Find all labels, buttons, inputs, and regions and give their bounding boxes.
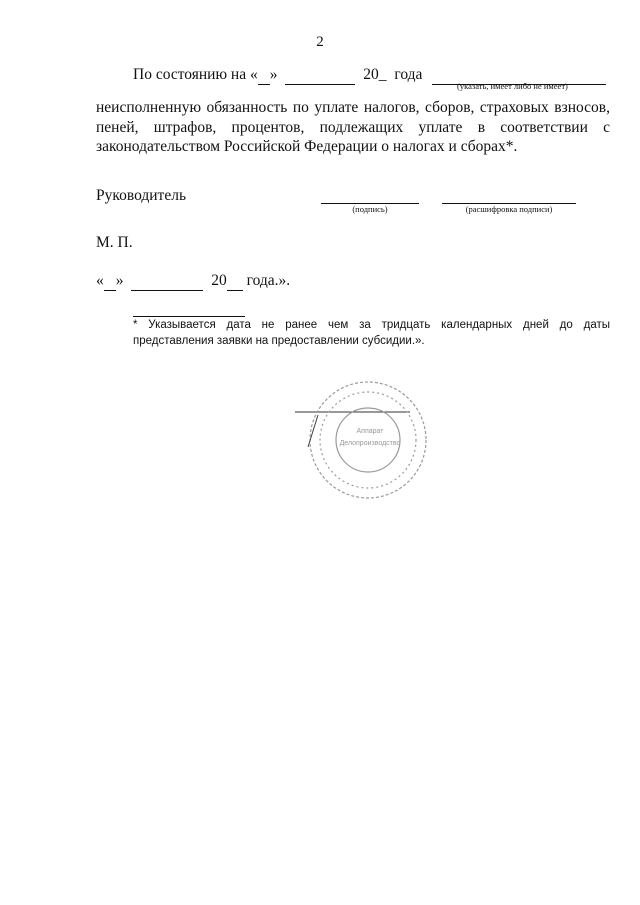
status-instruction: (указать, имеет либо не имеет) — [457, 81, 568, 91]
quote-close: » — [269, 66, 278, 83]
page-number: 2 — [316, 34, 324, 50]
year-word: года — [394, 66, 423, 83]
date-day-blank — [104, 272, 116, 291]
footnote: * Указывается дата не ранее чем за тридцать календарных дней до даты представления заявки на предоставлении субсидии.». — [133, 319, 610, 347]
official-seal — [290, 375, 440, 505]
date-year-blank — [227, 272, 243, 291]
seal-text-line1: Аппарат — [356, 428, 384, 435]
day-blank — [258, 66, 270, 85]
date-suffix: года.». — [242, 272, 291, 289]
date-year-prefix: 20 — [211, 272, 227, 289]
date-open: « — [96, 272, 104, 289]
signature-caption: (подпись) — [352, 204, 388, 214]
year-suffix: _ — [378, 66, 387, 83]
stamp-place: М. П. — [96, 234, 133, 251]
year-prefix: 20 — [363, 66, 379, 83]
seal-text-line2: Делопроизводство — [339, 440, 401, 447]
footnote-rule — [133, 316, 245, 317]
status-prefix: По состоянию на « — [133, 66, 258, 83]
date-close: » — [115, 272, 124, 289]
date-month-blank — [131, 272, 203, 291]
month-blank — [285, 66, 355, 85]
bottom-date-line — [96, 272, 290, 291]
main-paragraph: неисполненную обязанность по уплате налогов, сборов, страховых взносов, пеней, штрафов, процентов, подлежащих уплате в соответствии с законодательством Российской Федерации о налогах и сборах*. — [96, 99, 610, 155]
signatory-role: Руководитель — [96, 187, 187, 204]
decoding-caption: (расшифровка подписи) — [465, 204, 553, 214]
